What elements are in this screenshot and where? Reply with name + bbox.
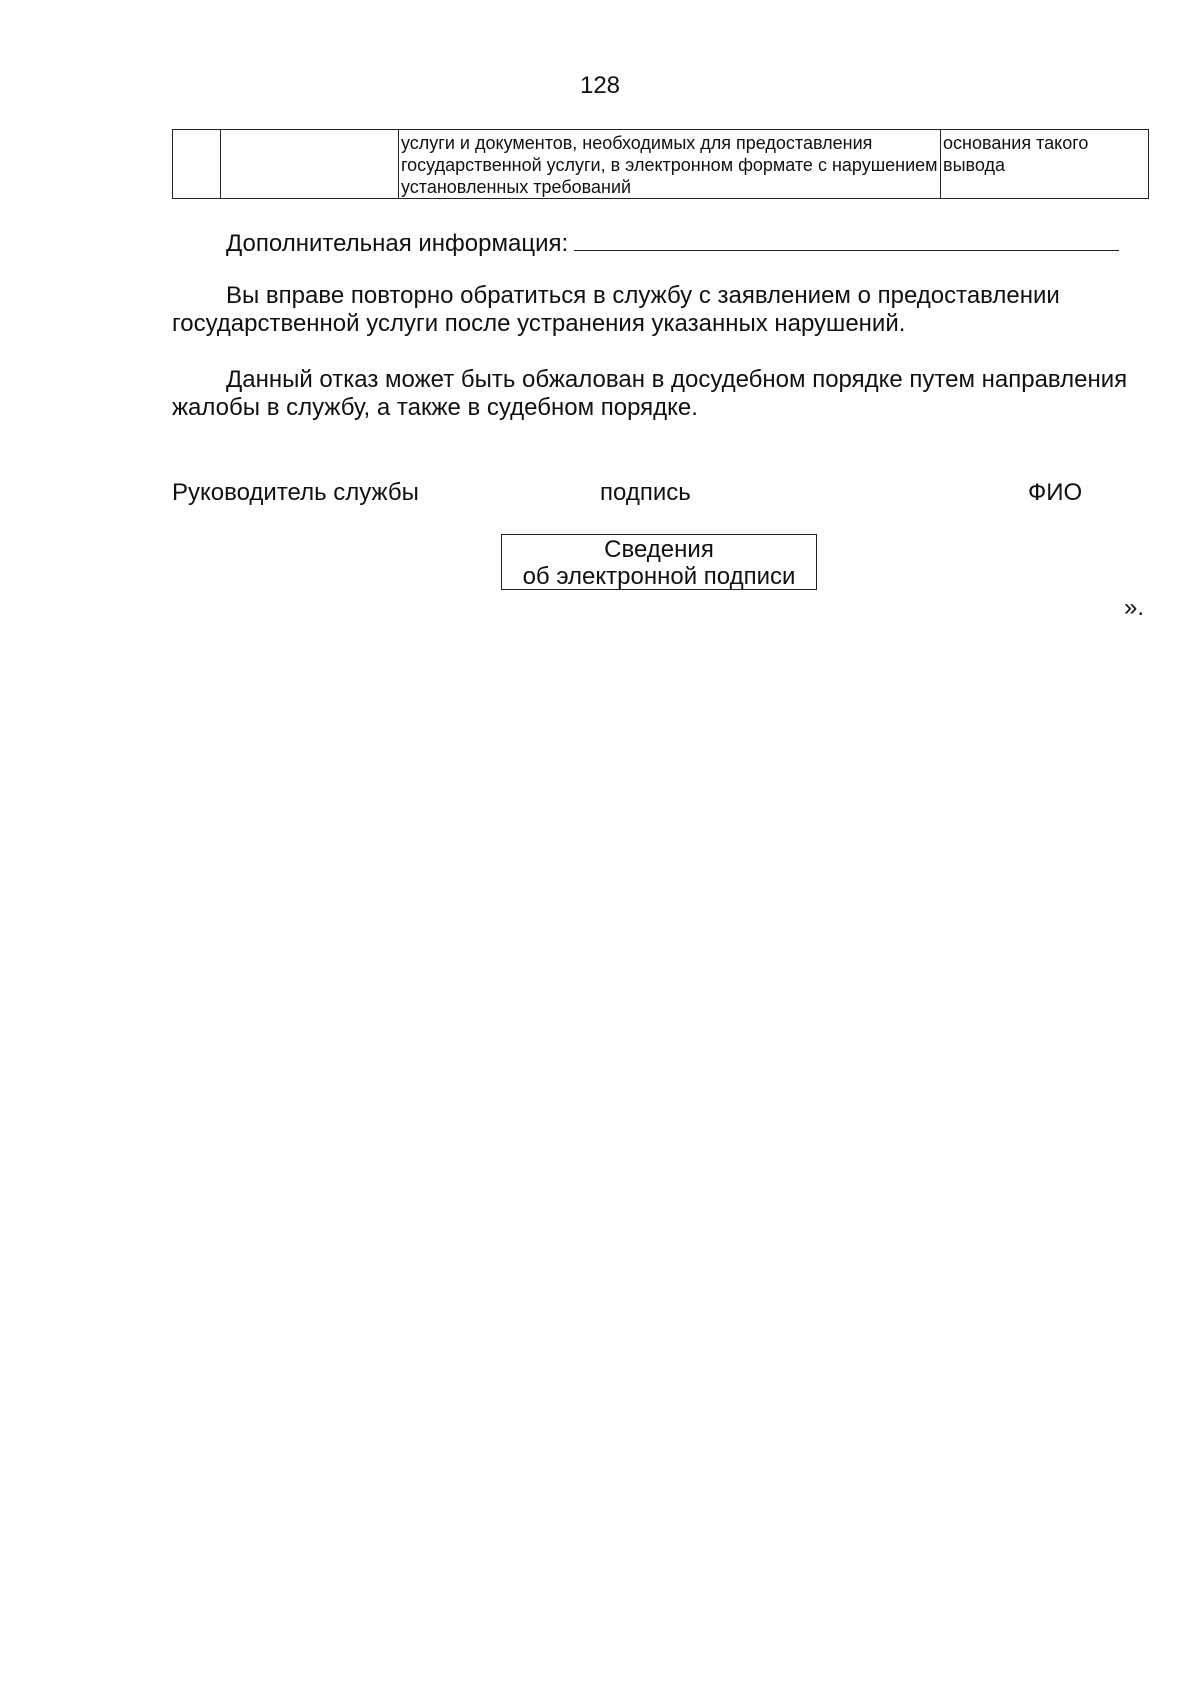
closing-quote: ». <box>1124 594 1145 621</box>
table-cell-number <box>173 130 221 199</box>
additional-info-label: Дополнительная информация: <box>226 230 569 257</box>
electronic-signature-box <box>501 534 817 590</box>
page-number: 128 <box>579 72 621 99</box>
additional-info-line <box>226 228 1119 258</box>
reapply-paragraph: Вы вправе повторно обратиться в службу с заявлением о предоставлении государственной услуги после устранения указанных нарушений. <box>172 282 1060 337</box>
table-cell-explanation: основания такого вывода <box>941 130 1149 199</box>
appeal-paragraph: Данный отказ может быть обжалован в досудебном порядке путем направления жалобы в службу, а также в судебном порядке. <box>172 366 1128 421</box>
signature-box-line2: об электронной подписи <box>522 563 796 590</box>
signer-role: Руководитель службы <box>172 479 419 506</box>
table-row <box>173 130 1149 199</box>
requirements-table <box>172 129 1149 199</box>
full-name-label: ФИО <box>1028 479 1083 506</box>
signature-box-line1: Сведения <box>604 536 714 563</box>
table-cell-reason-code <box>221 130 399 199</box>
signature-label: подпись <box>600 479 691 506</box>
additional-info-blank <box>574 228 1119 251</box>
table-cell-reason-text: услуги и документов, необходимых для предоставления государственной услуги, в электронном формате с нарушением установленных требований <box>399 130 941 199</box>
